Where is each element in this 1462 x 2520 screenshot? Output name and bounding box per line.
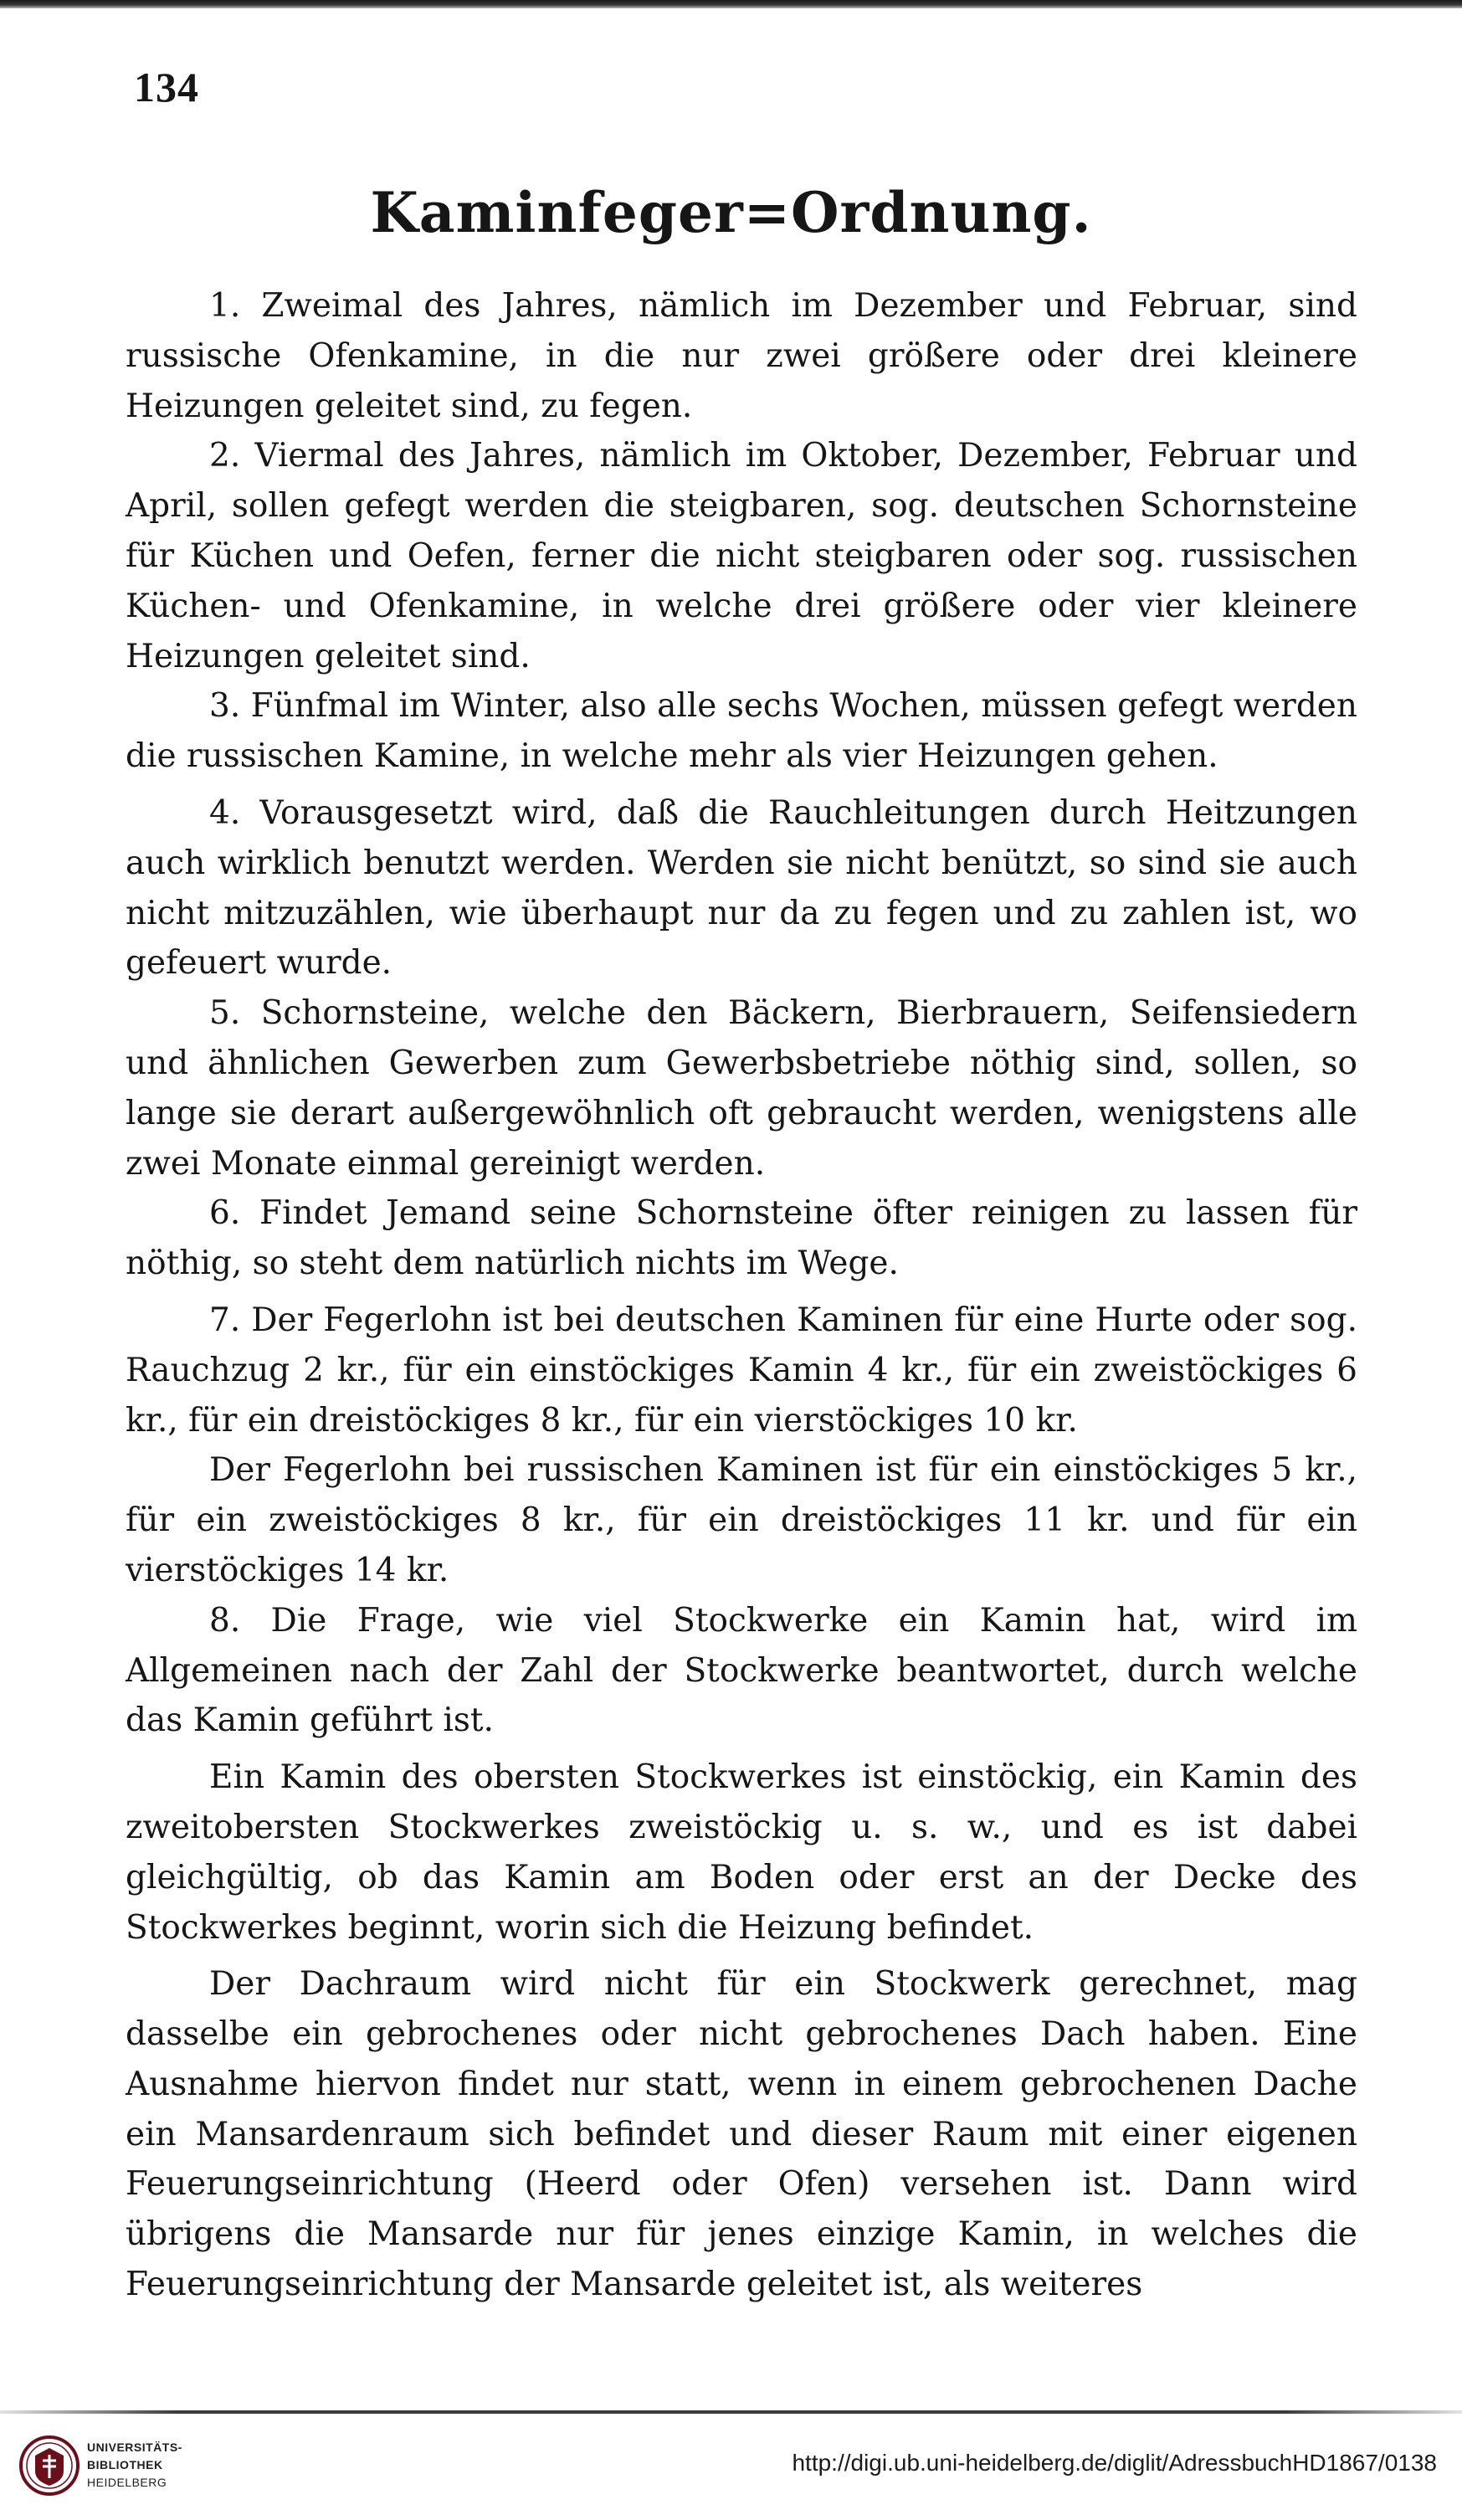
- body-text: [126, 281, 1357, 2310]
- logo-text-line-2: BIBLIOTHEK: [87, 2458, 163, 2471]
- paragraph-3: 3. Fünfmal im Winter, also alle sechs Wochen, müssen gefegt werden die russischen Kamine, in welche mehr als vier Heizungen gehen.: [126, 687, 1357, 776]
- paragraph-1: 1. Zweimal des Jahres, nämlich im Dezember und Februar, sind russische Ofenkamine, in die nur zwei größere oder drei kleinere Heizungen geleitet sind, zu fegen.: [126, 287, 1357, 425]
- paragraph-7: 7. Der Fegerlohn ist bei deutschen Kaminen für eine Hurte oder sog. Rauchzug 2 kr., für ein einstöckiges Kamin 4 kr., für ein zweistöckiges 6 kr., für ein dreistöckiges 8 kr., für ein vierstöckiges 10 kr.: [126, 1301, 1357, 1440]
- source-url-link[interactable]: http://digi.ub.uni-heidelberg.de/diglit/AdressbuchHD1867/0138: [792, 2450, 1437, 2476]
- paragraph-11: Der Dachraum wird nicht für ein Stockwerk gerechnet, mag dasselbe ein gebrochenes oder nicht gebrochenes Dach haben. Eine Ausnahme hiervon findet nur statt, wenn in einem gebrochenen Dache ein Mansardenraum sich befindet und dieser Raum mit einer eigenen Feuerungseinrichtung (Heerd oder Ofen) versehen ist. Dann wird übrigens die Mansarde nur für jenes einzige Kamin, in welches die Feuerungseinrichtung der Mansarde geleitet ist, als weiteres: [126, 1965, 1357, 2304]
- paragraph-6: 6. Findet Jemand seine Schornsteine öfter reinigen zu lassen für nöthig, so steht dem natürlich nichts im Wege.: [126, 1194, 1357, 1283]
- library-logo: [18, 2432, 203, 2504]
- paragraph-8: Der Fegerlohn bei russischen Kaminen ist für ein einstöckiges 5 kr., für ein zweistöckiges 8 kr., für ein dreistöckiges 11 kr. und für ein vierstöckiges 14 kr.: [126, 1451, 1357, 1589]
- paragraph-2: 2. Viermal des Jahres, nämlich im Oktober, Dezember, Februar und April, sollen gefegt werden die steigbaren, sog. deutschen Schornsteine für Küchen und Oefen, ferner die nicht steigbaren oder sog. russischen Küchen- und Ofenkamine, in welche drei größere oder vier kleinere Heizungen geleitet sind.: [126, 437, 1357, 675]
- paragraph-9: 8. Die Frage, wie viel Stockwerke ein Kamin hat, wird im Allgemeinen nach der Zahl der Stockwerke beantwortet, durch welche das Kamin geführt ist.: [126, 1601, 1357, 1740]
- paragraph-4: 4. Vorausgesetzt wird, daß die Rauchleitungen durch Heitzungen auch wirklich benutzt werden. Werden sie nicht benützt, so sind sie auch nicht mitzuzählen, wie überhaupt nur da zu fegen und zu zahlen ist, wo gefeuert wurde.: [126, 793, 1357, 983]
- paragraph-5: 5. Schornsteine, welche den Bäckern, Bierbrauern, Seifensiedern und ähnlichen Gewerben zum Gewerbsbetriebe nöthig sind, sollen, so lange sie derart außergewöhnlich oft gebraucht werden, wenigstens alle zwei Monate einmal gereinigt werden.: [126, 994, 1357, 1183]
- page-title: Kaminfeger=Ordnung.: [370, 180, 1092, 245]
- footer-divider: [0, 2410, 1462, 2414]
- paragraph-10: Ein Kamin des obersten Stockwerkes ist einstöckig, ein Kamin des zweitobersten Stockwerkes zweistöckig u. s. w., und es ist dabei gleichgültig, ob das Kamin am Boden oder erst an der Decke des Stockwerkes beginnt, worin sich die Heizung befindet.: [126, 1758, 1357, 1947]
- logo-text-line-3: HEIDELBERG: [87, 2476, 167, 2489]
- top-border: [0, 0, 1462, 8]
- logo-text-line-1: UNIVERSITÄTS-: [87, 2440, 182, 2454]
- library-seal-icon: [18, 2435, 80, 2497]
- page-number: 134: [134, 64, 199, 110]
